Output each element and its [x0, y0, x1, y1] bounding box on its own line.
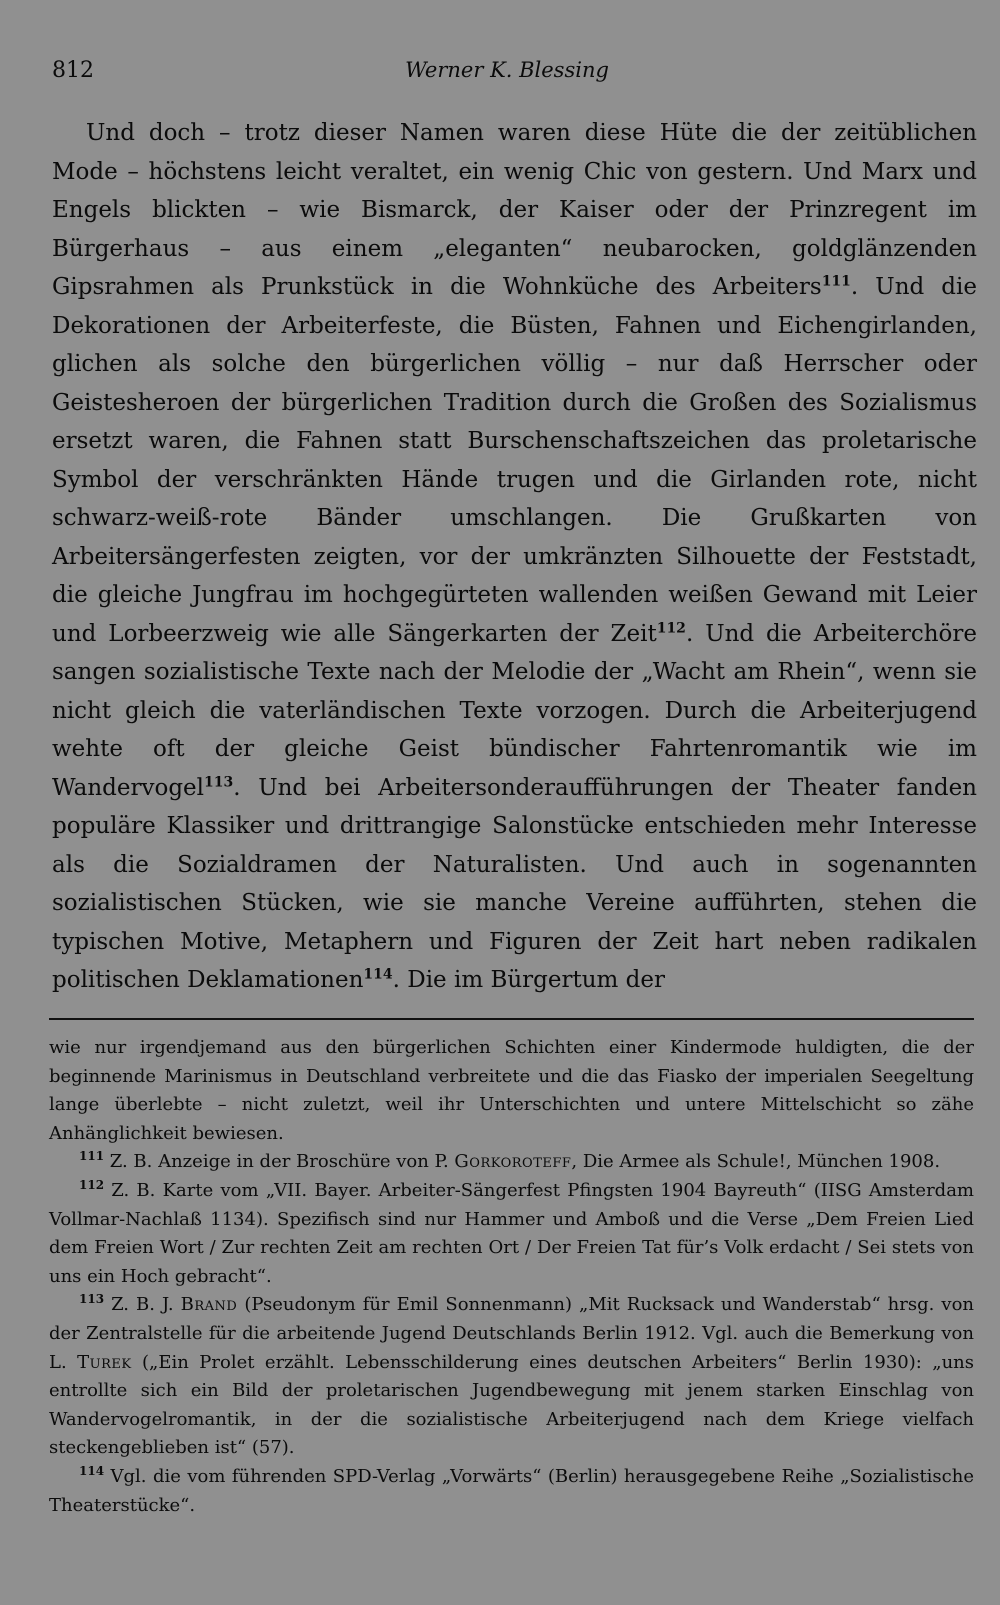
footnote-number: 114 [79, 1463, 105, 1478]
footnote-text: (Pseudonym für Emil Sonnenmann) „Mit Rucksack und Wanderstab“ hrsg. von der Zentralstelle für die arbeitende Jugend Deutschlands Berlin 1912. Vgl. auch die Bemerkung von L. [49, 1294, 975, 1373]
footnote-113 [49, 1291, 974, 1463]
footnote-text: Z. B. J. [104, 1294, 181, 1316]
page-number: 812 [52, 58, 94, 83]
author-name: Brand [180, 1294, 238, 1316]
text-segment: . Und die Dekorationen der Arbeiterfeste, die Büsten, Fahnen und Eichengirlanden, glichen als solche den bürgerlichen völlig – nur daß Herrscher oder Geistesheroen der bürgerlichen Tradition durch die Großen des Sozialismus ersetzt waren, die Fahnen statt Burschenschaftszeichen das proletarische Symbol der verschränkten Hände trugen und die Girlanden rote, nicht schwarz-weiß-rote Bänder umschlangen. Die Grußkarten von Arbeitersängerfesten zeigten, vor der umkränzten Silhouette der Feststadt, die gleiche Jungfrau im hochgegürteten wallenden weißen Gewand mit Leier und Lorbeerzweig wie alle Sängerkarten der Zeit [52, 274, 977, 647]
running-head: Werner K. Blessing [405, 58, 609, 82]
footnote-text: („Ein Prolet erzählt. Lebensschilderung eines deutschen Arbeiters“ Berlin 1930): „uns entrollte sich ein Bild der proletarischen Jugendbewegung mit jenem starken Einschlag von Wandervogelromantik, in der die sozialistische Arbeiterjugend nach dem Kriege vielfach steckengeblieben ist“ (57). [49, 1351, 975, 1459]
footnote-continuation: wie nur irgendjemand aus den bürgerlichen Schichten einer Kindermode huldigten, die der beginnende Marinismus in Deutschland verbreitete und die das Fiasko der imperialen Seegeltung lange überlebte – nicht zuletzt, weil ihr Unterschichten und untere Mittelschicht so zähe Anhänglichkeit bewiesen. [49, 1037, 974, 1144]
text-segment: . Und die Arbeiterchöre sangen sozialistische Texte nach der Melodie der „Wacht am Rhein“, wenn sie nicht gleich die vaterländischen Texte vorzogen. Durch die Arbeiterjugend wehte oft der gleiche Geist bündischer Fahrtenromantik wie im Wandervogel [52, 620, 977, 801]
footnote-text: Z. B. Karte vom „VII. Bayer. Arbeiter-Sängerfest Pfingsten 1904 Bayreuth“ (IISG Amsterdam Vollmar-Nachlaß 1134). Spezifisch sind nur Hammer und Amboß und die Verse „Dem Freien Lied dem Freien Wort / Zur rechten Zeit am rechten Ort / Der Freien Tat für’s Volk erdacht / Sei stets von uns ein Hoch gebracht“. [49, 1179, 974, 1287]
footnote-ref-113: 113 [204, 773, 234, 790]
text-segment: . Die im Bürgertum der [392, 967, 665, 993]
footnote-number: 112 [79, 1177, 105, 1192]
footnotes [49, 1034, 974, 1520]
text-segment: . Und bei Arbeitersonderaufführungen der Theater fanden populäre Klassiker und drittrangige Salonstücke entschieden mehr Interesse als die Sozialdramen der Naturalisten. Und auch in sogenannten sozialistischen Stücken, wie sie manche Vereine aufführten, stehen die typischen Motive, Metaphern und Figuren der Zeit hart neben radikalen politischen Deklamationen [52, 774, 977, 993]
footnote-ref-112: 112 [656, 619, 686, 636]
footnote-111 [49, 1148, 974, 1177]
footnote-text: , Die Armee als Schule!, München 1908. [571, 1151, 941, 1173]
footnote-112 [49, 1177, 974, 1291]
author-name: Turek [77, 1351, 132, 1373]
footnote-text: Z. B. Anzeige in der Broschüre von P. [104, 1151, 455, 1173]
text-segment: Und doch – trotz dieser Namen waren diese Hüte die der zeitüblichen Mode – höchstens leicht veraltet, ein wenig Chic von gestern. Und Marx und Engels blickten – wie Bismarck, der Kaiser oder der Prinzregent im Bürgerhaus – aus einem „eleganten“ neubarocken, goldglänzenden Gipsrahmen als Prunkstück in die Wohnküche des Arbeiters [52, 120, 977, 300]
footnote-number: 111 [79, 1149, 105, 1164]
footnote-114 [49, 1463, 974, 1520]
page-header [52, 58, 962, 88]
footnote-separator [49, 1018, 974, 1020]
main-text [52, 114, 977, 1000]
author-name: Gorkoroteff [454, 1151, 572, 1173]
footnote-ref-111: 111 [821, 273, 851, 290]
footnote-text: Vgl. die vom führenden SPD-Verlag „Vorwärts“ (Berlin) herausgegebene Reihe „Sozialistische Theaterstücke“. [49, 1465, 974, 1516]
main-paragraph [52, 114, 977, 1000]
footnote-ref-114: 114 [363, 966, 393, 983]
footnote-number: 113 [79, 1292, 105, 1307]
